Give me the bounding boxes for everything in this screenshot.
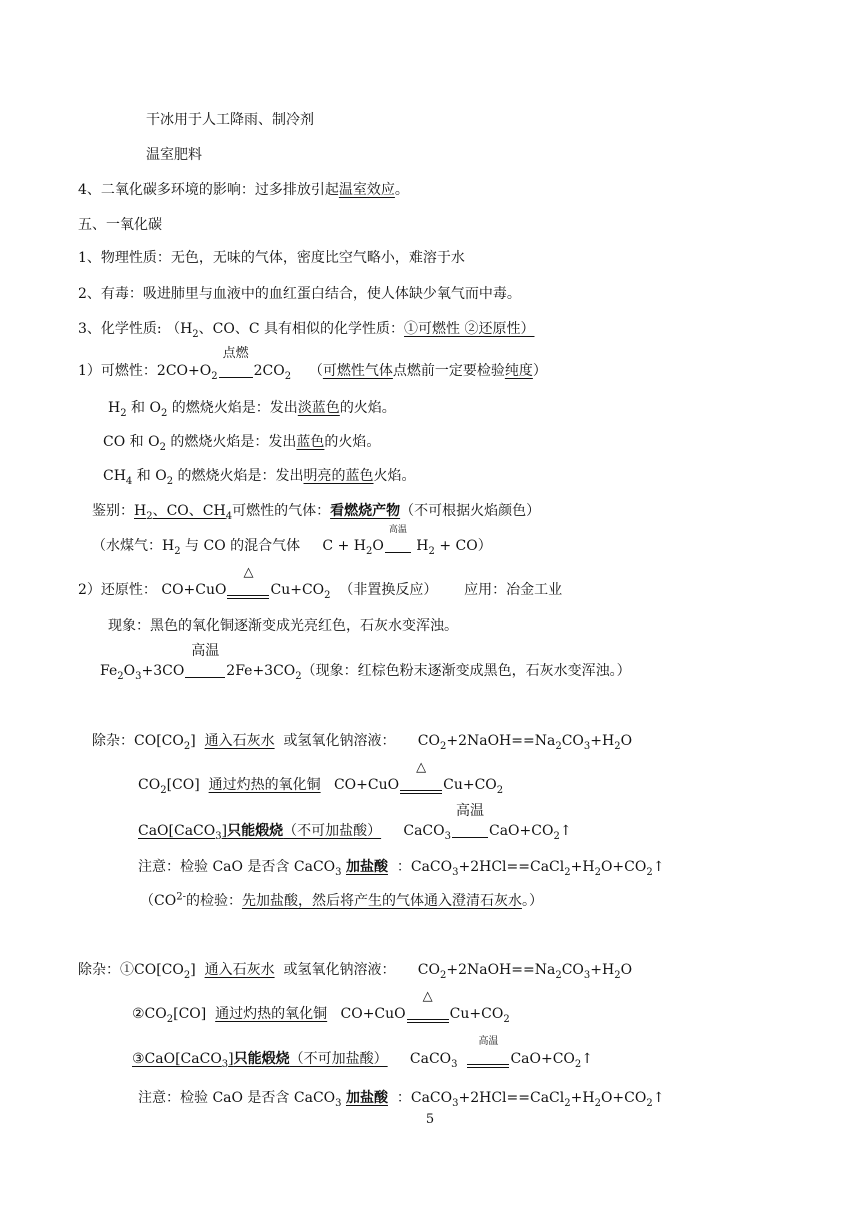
text-line: 干冰用于人工降雨、制冷剂: [146, 112, 314, 128]
equation-line: 1）可燃性：$2CO+O_2$ 点燃 $2CO_2$ （可燃性气体点燃前一定要检验纯度）: [78, 346, 547, 382]
equation-line: 2）还原性： CO+CuO △ $Cu+CO_2$ （非置换反应） 应用：冶金工业: [78, 565, 563, 601]
text-line: 除杂：$CO[CO_2]$ 通入石灰水 或氢氧化钠溶液： $CO_2+2NaOH==Na_2CO_3+H_2O$: [92, 733, 633, 752]
reaction-arrow: 高温: [467, 1049, 509, 1068]
text-line: 鉴别：$H_2$、CO、$CH_4$可燃性的气体：看燃烧产物（不可根据火焰颜色）: [92, 503, 541, 522]
equation-line: $Fe_2O_3+3CO$ 高温 $2Fe+3CO_2$（现象：红棕色粉末逐渐变成黑色，石灰水变浑浊。）: [100, 643, 631, 682]
text-line: 现象：黑色的氧化铜逐渐变成光亮红色，石灰水变浑浊。: [108, 618, 458, 634]
equation-line: $CO_2[CO]$ 通过灼热的氧化铜 CO+CuO △ $Cu+CO_2$: [138, 760, 504, 796]
reaction-arrow: △: [400, 775, 442, 794]
text-line: 注意：检验 CaO 是否含 CaCO$_3$ 加盐酸 ：$CaCO_3+2HCl==CaCl_2+H_2O+CO_2↑$: [138, 859, 665, 878]
text-line: （$CO^{2-}$的检验：先加盐酸，然后将产生的气体通入澄清石灰水。）: [140, 891, 543, 909]
reaction-arrow: △: [407, 1004, 449, 1023]
text-line: 3、化学性质: （$H_2$、CO、C 具有相似的化学性质：①可燃性 ②还原性）: [78, 321, 535, 340]
reaction-arrow: 高温: [452, 821, 488, 838]
equation-line: （水煤气：$H_2$ 与 CO 的混合气体 $C + H_2O$ 高温 $H_2 + CO$）: [92, 525, 492, 557]
text-line: 2、有毒：吸进肺里与血液中的血红蛋白结合，使人体缺少氧气而中毒。: [78, 286, 521, 302]
text-line: 温室肥料: [146, 147, 202, 163]
equation-line: CaO[CaCO$_3$]只能煅烧（不可加盐酸） CaCO$_3$ 高温 $CaO+CO_2↑$: [138, 803, 572, 842]
reaction-arrow: 点燃: [219, 361, 253, 378]
text-line: 1、物理性质：无色，无味的气体，密度比空气略小，难溶于水: [78, 250, 465, 266]
reaction-arrow: 高温: [185, 661, 225, 678]
reaction-arrow: 高温: [385, 536, 411, 553]
reaction-arrow: △: [227, 580, 269, 599]
text-line: 4、二氧化碳多环境的影响：过多排放引起温室效应。: [78, 182, 409, 198]
text-line: $H_2$ 和 $O_2$ 的燃烧火焰是：发出淡蓝色的火焰。: [108, 400, 396, 419]
text-line: CO 和 $O_2$ 的燃烧火焰是：发出蓝色的火焰。: [103, 434, 381, 453]
equation-line: $②CO_2[CO]$ 通过灼热的氧化铜 CO+CuO △ $Cu+CO_2$: [132, 989, 510, 1025]
section-heading: 五、一氧化碳: [78, 217, 162, 233]
text-line: $CH_4$ 和 $O_2$ 的燃烧火焰是：发出明亮的蓝色火焰。: [103, 468, 416, 487]
page-number: 5: [425, 1112, 435, 1127]
text-line: 注意：检验 CaO 是否含 CaCO$_3$ 加盐酸 ：$CaCO_3+2HCl==CaCl_2+H_2O+CO_2↑$: [138, 1090, 665, 1109]
text-line: 除杂：$①CO[CO_2]$ 通入石灰水 或氢氧化钠溶液： $CO_2+2NaOH==Na_2CO_3+H_2O$: [78, 962, 633, 981]
equation-line: ③CaO[CaCO$_3$]只能煅烧（不可加盐酸） CaCO$_3$ 高温 $CaO+CO_2↑$: [132, 1036, 594, 1070]
